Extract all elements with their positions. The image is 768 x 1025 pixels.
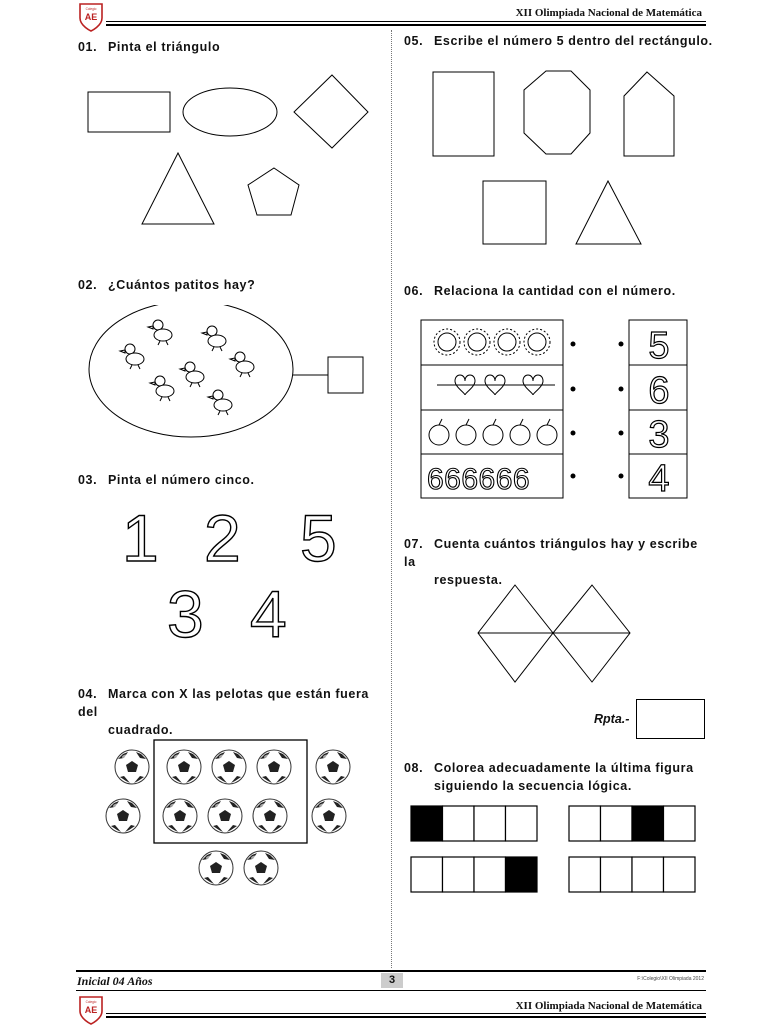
question-06: 06. Relaciona la cantidad con el número. — [404, 284, 676, 298]
footer-level: Inicial 04 Años — [77, 974, 153, 988]
sequence-cell — [664, 857, 696, 892]
sequence-cell — [632, 806, 664, 841]
sun-icon — [464, 329, 490, 355]
orange-icon — [456, 419, 476, 445]
q1-rectangle — [88, 92, 170, 132]
q8-sequence-figure — [408, 803, 700, 895]
svg-text:AE: AE — [84, 1005, 98, 1015]
page-header — [0, 0, 768, 34]
q1-shapes — [80, 70, 380, 235]
digit-3: 3 — [167, 577, 204, 645]
sequence-cell — [506, 806, 538, 841]
digit-5: 5 — [300, 501, 337, 575]
duck-icon — [208, 390, 232, 415]
q6-matching-figure — [415, 315, 695, 505]
q2-answer-box — [328, 357, 363, 393]
q5-rectangle — [433, 72, 494, 156]
sequence-cell — [569, 806, 601, 841]
sequence-cell — [411, 857, 443, 892]
ball-icon — [212, 750, 246, 784]
school-logo-icon — [78, 995, 104, 1025]
ball-icon — [106, 799, 140, 833]
ball-icon — [199, 851, 233, 885]
sequence-cell — [506, 857, 538, 892]
q5-square — [483, 181, 546, 244]
sequence-cell — [664, 806, 696, 841]
q5-octagon — [524, 71, 590, 154]
question-07: 07. Cuenta cuántos triángulos hay y escribe la respuesta. — [404, 537, 698, 587]
svg-text:AE: AE — [84, 12, 98, 22]
orange-icon — [510, 419, 530, 445]
ball-icon — [167, 750, 201, 784]
question-02: 02. ¿Cuántos patitos hay? — [78, 278, 256, 292]
digit-1: 1 — [122, 501, 159, 575]
duck-icon — [120, 344, 144, 369]
q6-number-5: 5 — [648, 325, 670, 367]
q6-row4-sixes: 666666 — [427, 463, 531, 496]
q6-number-3: 3 — [648, 414, 670, 456]
sequence-cell — [601, 857, 633, 892]
ball-icon — [115, 750, 149, 784]
sequence-cell — [474, 806, 506, 841]
sequence-cell — [474, 857, 506, 892]
sequence-cell — [601, 806, 633, 841]
footer-path: F:\Colegio\XII Olimpiada 2012 — [637, 976, 704, 982]
digit-4: 4 — [250, 577, 287, 645]
q6-number-6: 6 — [648, 370, 670, 412]
ball-icon — [253, 799, 287, 833]
duck-icon — [150, 376, 174, 401]
q3-digits — [100, 495, 370, 645]
question-05: 05. Escribe el número 5 dentro del rectángulo. — [404, 34, 713, 48]
q1-diamond — [294, 75, 368, 148]
ball-icon — [208, 799, 242, 833]
orange-icon — [483, 419, 503, 445]
duck-icon — [230, 352, 254, 377]
q4-balls-figure — [100, 736, 360, 891]
q1-pentagon — [248, 168, 299, 215]
q7-answer-label: Rpta.- — [594, 712, 630, 726]
q5-triangle — [576, 181, 641, 244]
digit-2: 2 — [204, 501, 241, 575]
sequence-cell — [411, 806, 443, 841]
header-title: XII Olimpiada Nacional de Matemática — [515, 7, 702, 19]
q2-ducks-figure — [88, 305, 378, 445]
q7-triangles-figure — [475, 583, 635, 686]
q1-triangle — [142, 153, 214, 224]
sun-icon — [524, 329, 550, 355]
q5-house-pentagon — [624, 72, 674, 156]
question-03: 03. Pinta el número cinco. — [78, 473, 255, 487]
orange-icon — [429, 419, 449, 445]
ball-icon — [163, 799, 197, 833]
ball-icon — [257, 750, 291, 784]
sequence-cell — [443, 806, 475, 841]
sun-icon — [494, 329, 520, 355]
svg-text:Colegio: Colegio — [85, 1000, 97, 1004]
sun-icon — [434, 329, 460, 355]
bottom-title: XII Olimpiada Nacional de Matemática — [515, 1000, 702, 1012]
duck-icon — [202, 326, 226, 351]
sequence-cell — [632, 857, 664, 892]
q7-answer-box[interactable] — [636, 699, 705, 739]
ball-icon — [312, 799, 346, 833]
column-divider — [391, 30, 392, 968]
svg-text:Colegio: Colegio — [85, 7, 97, 11]
orange-icon — [537, 419, 557, 445]
sequence-cell — [443, 857, 475, 892]
question-04: 04. Marca con X las pelotas que están fuera del cuadrado. — [78, 687, 369, 737]
q1-ellipse — [183, 88, 277, 136]
question-08: 08. Colorea adecuadamente la última figura siguiendo la secuencia lógica. — [404, 761, 694, 793]
ball-icon — [316, 750, 350, 784]
question-01: 01. Pinta el triángulo — [78, 40, 221, 54]
ball-icon — [244, 851, 278, 885]
q5-shapes — [425, 65, 685, 250]
duck-icon — [148, 320, 172, 345]
q6-number-4: 4 — [648, 458, 670, 500]
duck-icon — [180, 362, 204, 387]
school-logo-icon — [78, 2, 104, 32]
sequence-cell — [569, 857, 601, 892]
page-number: 3 — [381, 973, 403, 988]
